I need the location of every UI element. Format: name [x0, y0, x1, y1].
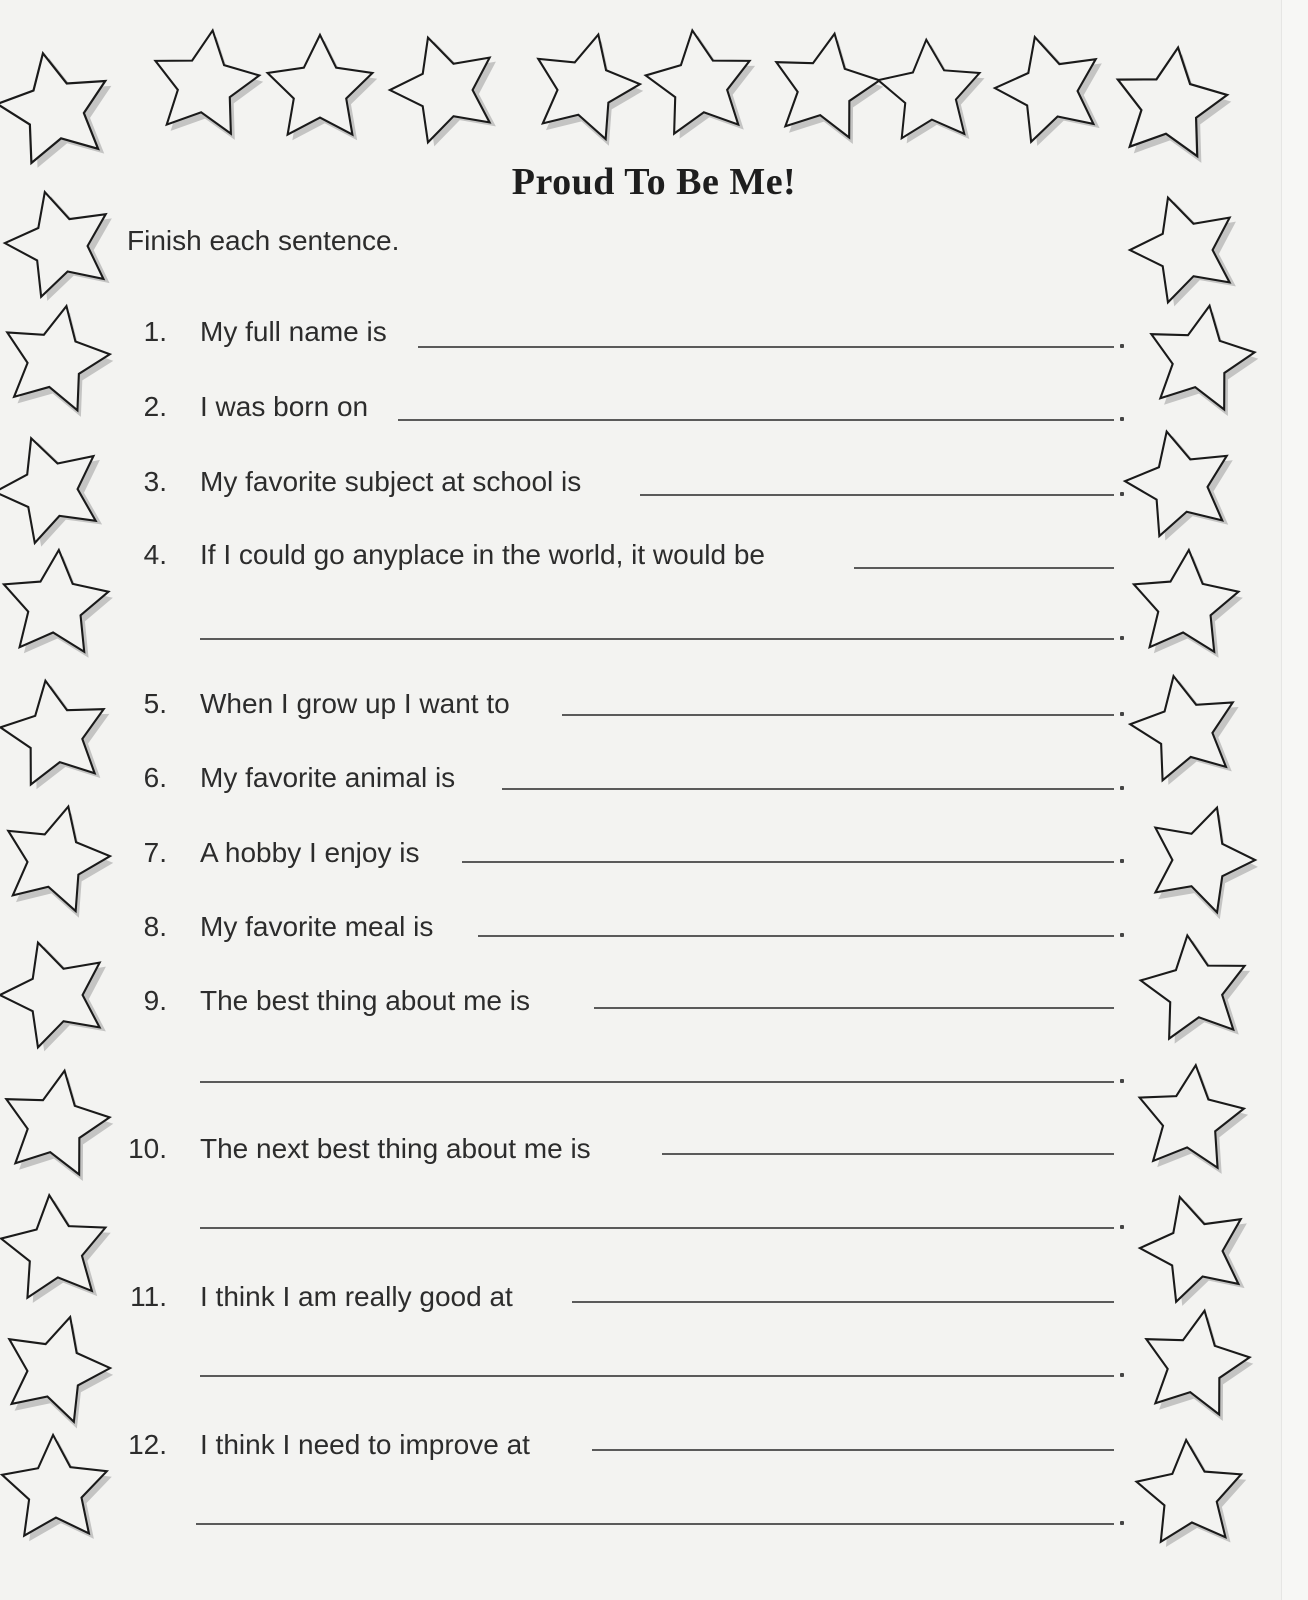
question-prompt: I think I am really good at [200, 1281, 513, 1312]
question-prompt: The best thing about me is [200, 985, 530, 1016]
question-3 [0, 466, 1308, 506]
answer-line[interactable] [418, 346, 1114, 348]
answer-line-continued[interactable] [200, 1081, 1114, 1083]
period [1120, 712, 1124, 716]
answer-line[interactable] [398, 419, 1114, 421]
worksheet-title: Proud To Be Me! [511, 161, 797, 203]
answer-line[interactable] [662, 1153, 1114, 1155]
star-icon [0, 1053, 127, 1196]
question-number: 8. [143, 911, 167, 942]
answer-line[interactable] [502, 788, 1114, 790]
star-icon [135, 15, 274, 154]
question-10 [0, 1133, 1308, 1173]
instruction-text: Finish each sentence. [127, 225, 400, 256]
question-number: 2. [143, 391, 167, 422]
period [1120, 1373, 1124, 1377]
question-prompt: A hobby I enjoy is [200, 837, 420, 868]
period [1120, 933, 1124, 937]
question-2 [0, 391, 1308, 431]
question-11 [0, 1281, 1308, 1321]
answer-line-continued[interactable] [200, 1227, 1114, 1229]
period [1120, 492, 1124, 496]
question-1 [0, 316, 1308, 356]
question-6 [0, 762, 1308, 802]
period [1120, 417, 1124, 421]
answer-line-continued[interactable] [200, 638, 1114, 640]
star-icon [258, 28, 382, 152]
period [1120, 1079, 1124, 1083]
period [1120, 344, 1124, 348]
question-number: 4. [143, 539, 167, 570]
question-8 [0, 911, 1308, 951]
star-icon [630, 15, 769, 154]
answer-line[interactable] [478, 935, 1114, 937]
answer-line[interactable] [640, 494, 1114, 496]
answer-line[interactable] [572, 1301, 1114, 1303]
question-prompt: If I could go anyplace in the world, it would be [200, 539, 766, 570]
star-icon [1097, 32, 1244, 179]
star-icon [367, 12, 523, 168]
question-12 [0, 1429, 1308, 1469]
question-prompt: My favorite subject at school is [200, 466, 582, 497]
period [1120, 1521, 1124, 1525]
question-number: 11. [130, 1281, 167, 1312]
question-number: 12. [128, 1429, 167, 1460]
answer-line[interactable] [592, 1449, 1114, 1451]
question-prompt: The next best thing about me is [200, 1133, 591, 1164]
period [1120, 786, 1124, 790]
answer-line-continued[interactable] [196, 1523, 1114, 1525]
answer-line[interactable] [854, 567, 1114, 569]
question-prompt: I think I need to improve at [200, 1429, 530, 1460]
question-prompt: I was born on [200, 391, 369, 422]
answer-line[interactable] [562, 714, 1114, 716]
question-number: 6. [143, 762, 167, 793]
answer-line[interactable] [594, 1007, 1114, 1009]
period [1120, 859, 1124, 863]
question-number: 5. [143, 688, 167, 719]
period [1120, 636, 1124, 640]
question-number: 9. [143, 985, 167, 1016]
question-4 [0, 539, 1308, 579]
answer-line-continued[interactable] [200, 1375, 1114, 1377]
question-9 [0, 985, 1308, 1025]
question-prompt: When I grow up I want to [200, 688, 510, 719]
period [1120, 1225, 1124, 1229]
question-prompt: My favorite meal is [200, 911, 434, 942]
question-5 [0, 688, 1308, 728]
question-7 [0, 837, 1308, 877]
answer-line[interactable] [462, 861, 1114, 863]
question-number: 10. [128, 1133, 167, 1164]
question-number: 1. [143, 316, 167, 347]
question-prompt: My favorite animal is [200, 762, 456, 793]
question-number: 7. [143, 837, 167, 868]
question-prompt: My full name is [200, 316, 387, 347]
question-number: 3. [143, 466, 167, 497]
